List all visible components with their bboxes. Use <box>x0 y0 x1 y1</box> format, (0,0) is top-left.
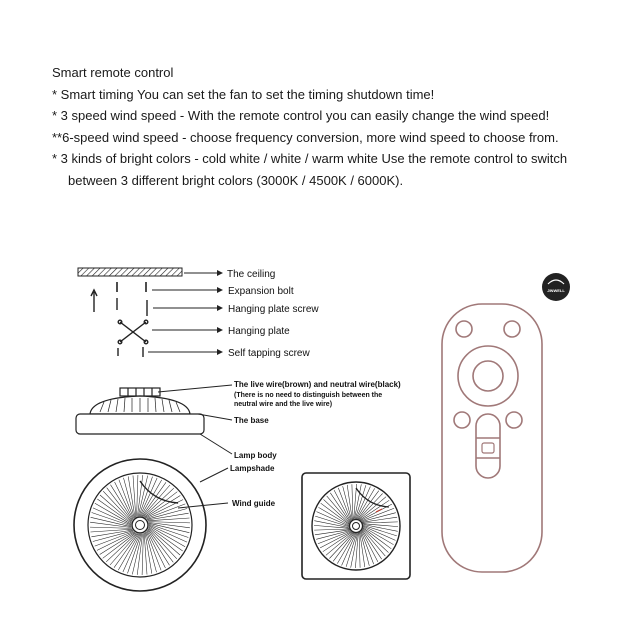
label-live-wire: The live wire(brown) and neutral wire(black) <box>234 380 401 389</box>
remote-button-top-left <box>456 321 472 337</box>
label-hanging-plate-screw: Hanging plate screw <box>228 304 319 315</box>
fan-grille-line <box>314 529 350 530</box>
fan-grille-line <box>137 534 142 575</box>
heading: Smart remote control <box>52 65 174 80</box>
remote-button-mid-right <box>506 412 522 428</box>
fan-grille-line <box>314 521 349 528</box>
label-hanging-plate: Hanging plate <box>228 326 290 337</box>
fan-grille-line <box>315 530 350 535</box>
label-live-wire-note-1: (There is no need to distinguish between the <box>234 392 383 399</box>
label-wind-guide: Wind guide <box>232 499 276 508</box>
remote-button-column <box>476 414 500 478</box>
label-self-tapping-screw: Self tapping screw <box>228 348 310 359</box>
remote-control <box>442 304 542 572</box>
fan-grille-line <box>359 532 360 568</box>
fan-grille-line <box>91 529 133 532</box>
fan-grille-line <box>363 524 398 531</box>
hanging-plate-screw-shape <box>91 290 147 316</box>
fan-grille-line <box>137 475 138 517</box>
feature-3-speed: * 3 speed wind speed - With the remote control you can easily change the wind speed! <box>52 108 550 123</box>
fan-grille-line <box>133 476 136 518</box>
label-live-wire-note-2: neutral wire and the live wire) <box>234 401 333 408</box>
label-lampshade: Lampshade <box>230 464 275 473</box>
brand-logo <box>542 273 570 301</box>
fan-grille-line <box>352 484 353 520</box>
label-base: The base <box>234 416 269 425</box>
fan-grille-line <box>362 522 398 523</box>
feature-colors: * 3 kinds of bright colors - cold white / white / warm white Use the remote control to switch <box>52 151 568 166</box>
label-lamp-body: Lamp body <box>234 451 277 460</box>
round-lamp-front-view <box>74 459 206 591</box>
fan-grille-line <box>315 516 349 527</box>
remote-dpad-center <box>473 361 503 391</box>
square-lamp-front-view <box>302 473 410 579</box>
brand-logo-text: JINWELL <box>547 288 565 293</box>
fan-grille-line <box>333 533 354 562</box>
feature-6-speed: **6-speed wind speed - choose frequency conversion, more wind speed to choose from. <box>52 129 559 145</box>
fan-grille-line <box>351 533 358 568</box>
self-tapping-screw-shape <box>118 347 143 357</box>
lamp-side-view <box>76 388 204 434</box>
fan-grille-line <box>363 528 392 549</box>
remote-button-mid-left <box>454 412 470 428</box>
label-ceiling: The ceiling <box>227 269 276 280</box>
remote-button-top-right <box>504 321 520 337</box>
fan-grille-line <box>347 485 352 520</box>
ceiling-shape <box>78 268 182 276</box>
remote-dpad <box>458 346 518 406</box>
fan-grille-line <box>144 533 147 575</box>
fan-grille-line <box>363 525 397 536</box>
fan-grille-line <box>360 532 365 567</box>
fan-grille-line <box>149 522 190 527</box>
fan-grille-line <box>346 533 357 567</box>
expansion-bolt-shape <box>117 282 146 292</box>
feature-colors-continued: between 3 different bright colors (3000K / 4500K / 6000K). <box>68 172 404 188</box>
fan-grille-line <box>148 518 190 521</box>
fan-grille-line <box>148 522 190 523</box>
fan-grille-line <box>142 533 143 575</box>
feature-timing: * Smart timing You can set the fan to set the timing shutdown time! <box>52 86 435 102</box>
fan-grille-line <box>90 527 132 528</box>
label-expansion-bolt: Expansion bolt <box>228 286 294 297</box>
fan-grille-line <box>321 503 350 524</box>
hanging-plate-shape <box>118 320 148 344</box>
fan-grille-line <box>90 522 131 527</box>
fan-grille-line <box>362 517 397 522</box>
